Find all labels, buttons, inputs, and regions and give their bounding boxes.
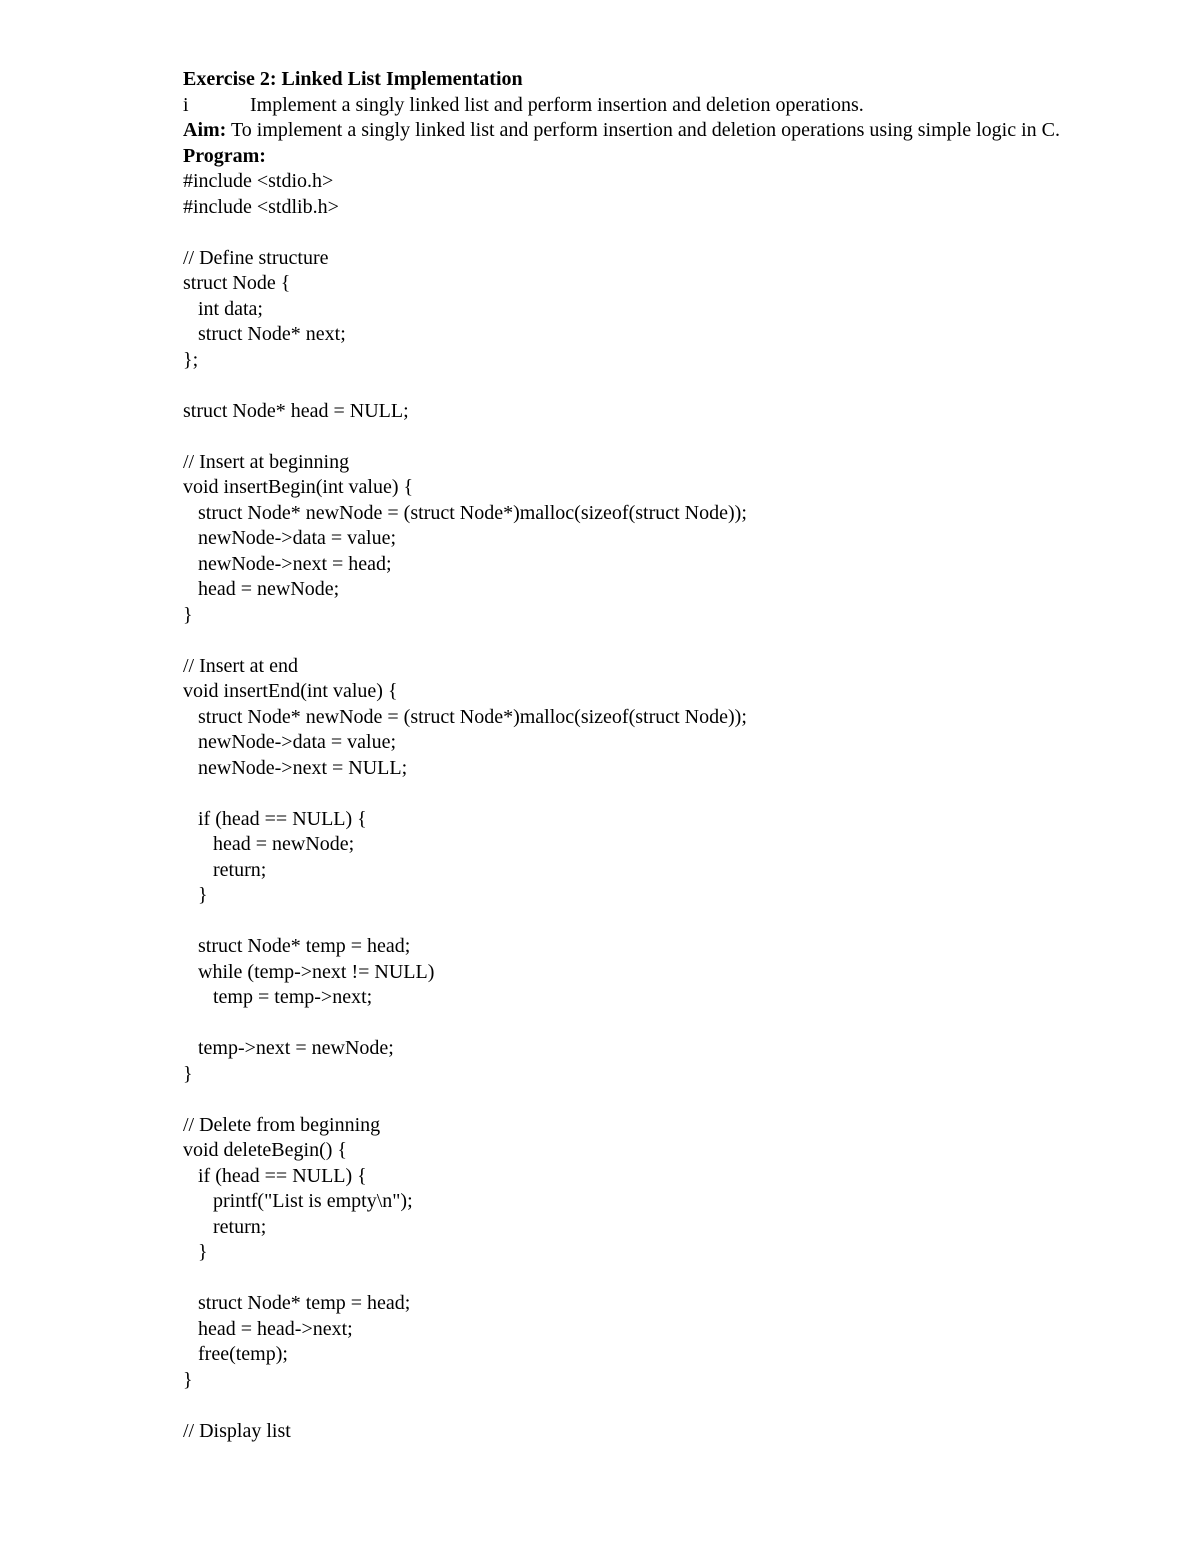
code-line: }: [183, 1062, 193, 1085]
code-line: }: [183, 1368, 193, 1391]
code-blank-line: [183, 373, 1083, 399]
code-blank-line: [183, 1266, 1083, 1292]
code-line: int data;: [183, 297, 263, 320]
code-line: head = head->next;: [183, 1317, 353, 1340]
code-line: struct Node* temp = head;: [183, 935, 411, 957]
program-label: Program:: [183, 144, 266, 167]
code-line: void insertEnd(int value) {: [183, 680, 398, 702]
code-line: // Display list: [183, 1419, 291, 1442]
code-blank-line: [183, 424, 1083, 450]
code-line: printf("List is empty\n");: [183, 1190, 413, 1212]
code-line: // Insert at beginning: [183, 450, 350, 473]
code-blank-line: [183, 1087, 1083, 1113]
code-line: };: [183, 348, 199, 371]
code-line: newNode->next = NULL;: [183, 756, 408, 779]
code-line: newNode->next = head;: [183, 552, 392, 575]
code-line: }: [183, 1241, 208, 1263]
code-line: if (head == NULL) {: [183, 807, 367, 830]
program-code: [183, 169, 1083, 1444]
code-blank-line: [183, 909, 1083, 935]
aim-label: Aim:: [183, 119, 227, 141]
code-line: // Define structure: [183, 246, 329, 269]
code-line: return;: [183, 858, 267, 881]
code-line: struct Node* temp = head;: [183, 1292, 411, 1314]
code-line: temp->next = newNode;: [183, 1037, 394, 1059]
code-line: #include <stdlib.h>: [183, 195, 339, 218]
exercise-heading: Exercise 2: Linked List Implementation: [183, 68, 523, 90]
code-line: // Delete from beginning: [183, 1113, 381, 1136]
code-line: // Insert at end: [183, 654, 298, 677]
code-blank-line: [183, 1011, 1083, 1037]
code-blank-line: [183, 781, 1083, 807]
code-line: struct Node* head = NULL;: [183, 399, 409, 422]
code-line: while (temp->next != NULL): [183, 960, 435, 983]
code-line: temp = temp->next;: [183, 986, 373, 1008]
code-line: void deleteBegin() {: [183, 1139, 347, 1161]
code-line: if (head == NULL) {: [183, 1164, 367, 1187]
code-line: struct Node* next;: [183, 323, 346, 345]
code-line: struct Node {: [183, 272, 291, 294]
code-line: return;: [183, 1215, 267, 1238]
code-blank-line: [183, 220, 1083, 246]
task-marker: i: [183, 93, 189, 116]
code-line: head = newNode;: [183, 578, 340, 600]
code-blank-line: [183, 1393, 1083, 1419]
code-line: void insertBegin(int value) {: [183, 476, 414, 498]
aim-paragraph: [183, 118, 1063, 144]
code-blank-line: [183, 628, 1083, 654]
code-line: }: [183, 603, 193, 626]
aim-text: To implement a singly linked list and perform insertion and deletion operations using simple logic in C.: [230, 119, 1060, 141]
task-text: Implement a singly linked list and perform insertion and deletion operations.: [250, 93, 864, 116]
code-line: struct Node* newNode = (struct Node*)malloc(sizeof(struct Node));: [183, 705, 747, 728]
task-item: [183, 93, 1083, 119]
document-page: [183, 67, 1083, 1444]
code-line: free(temp);: [183, 1343, 288, 1365]
code-line: struct Node* newNode = (struct Node*)malloc(sizeof(struct Node));: [183, 501, 747, 524]
code-line: head = newNode;: [183, 833, 355, 855]
code-line: newNode->data = value;: [183, 731, 397, 753]
code-line: }: [183, 884, 208, 906]
code-line: newNode->data = value;: [183, 527, 397, 549]
code-line: #include <stdio.h>: [183, 170, 334, 192]
